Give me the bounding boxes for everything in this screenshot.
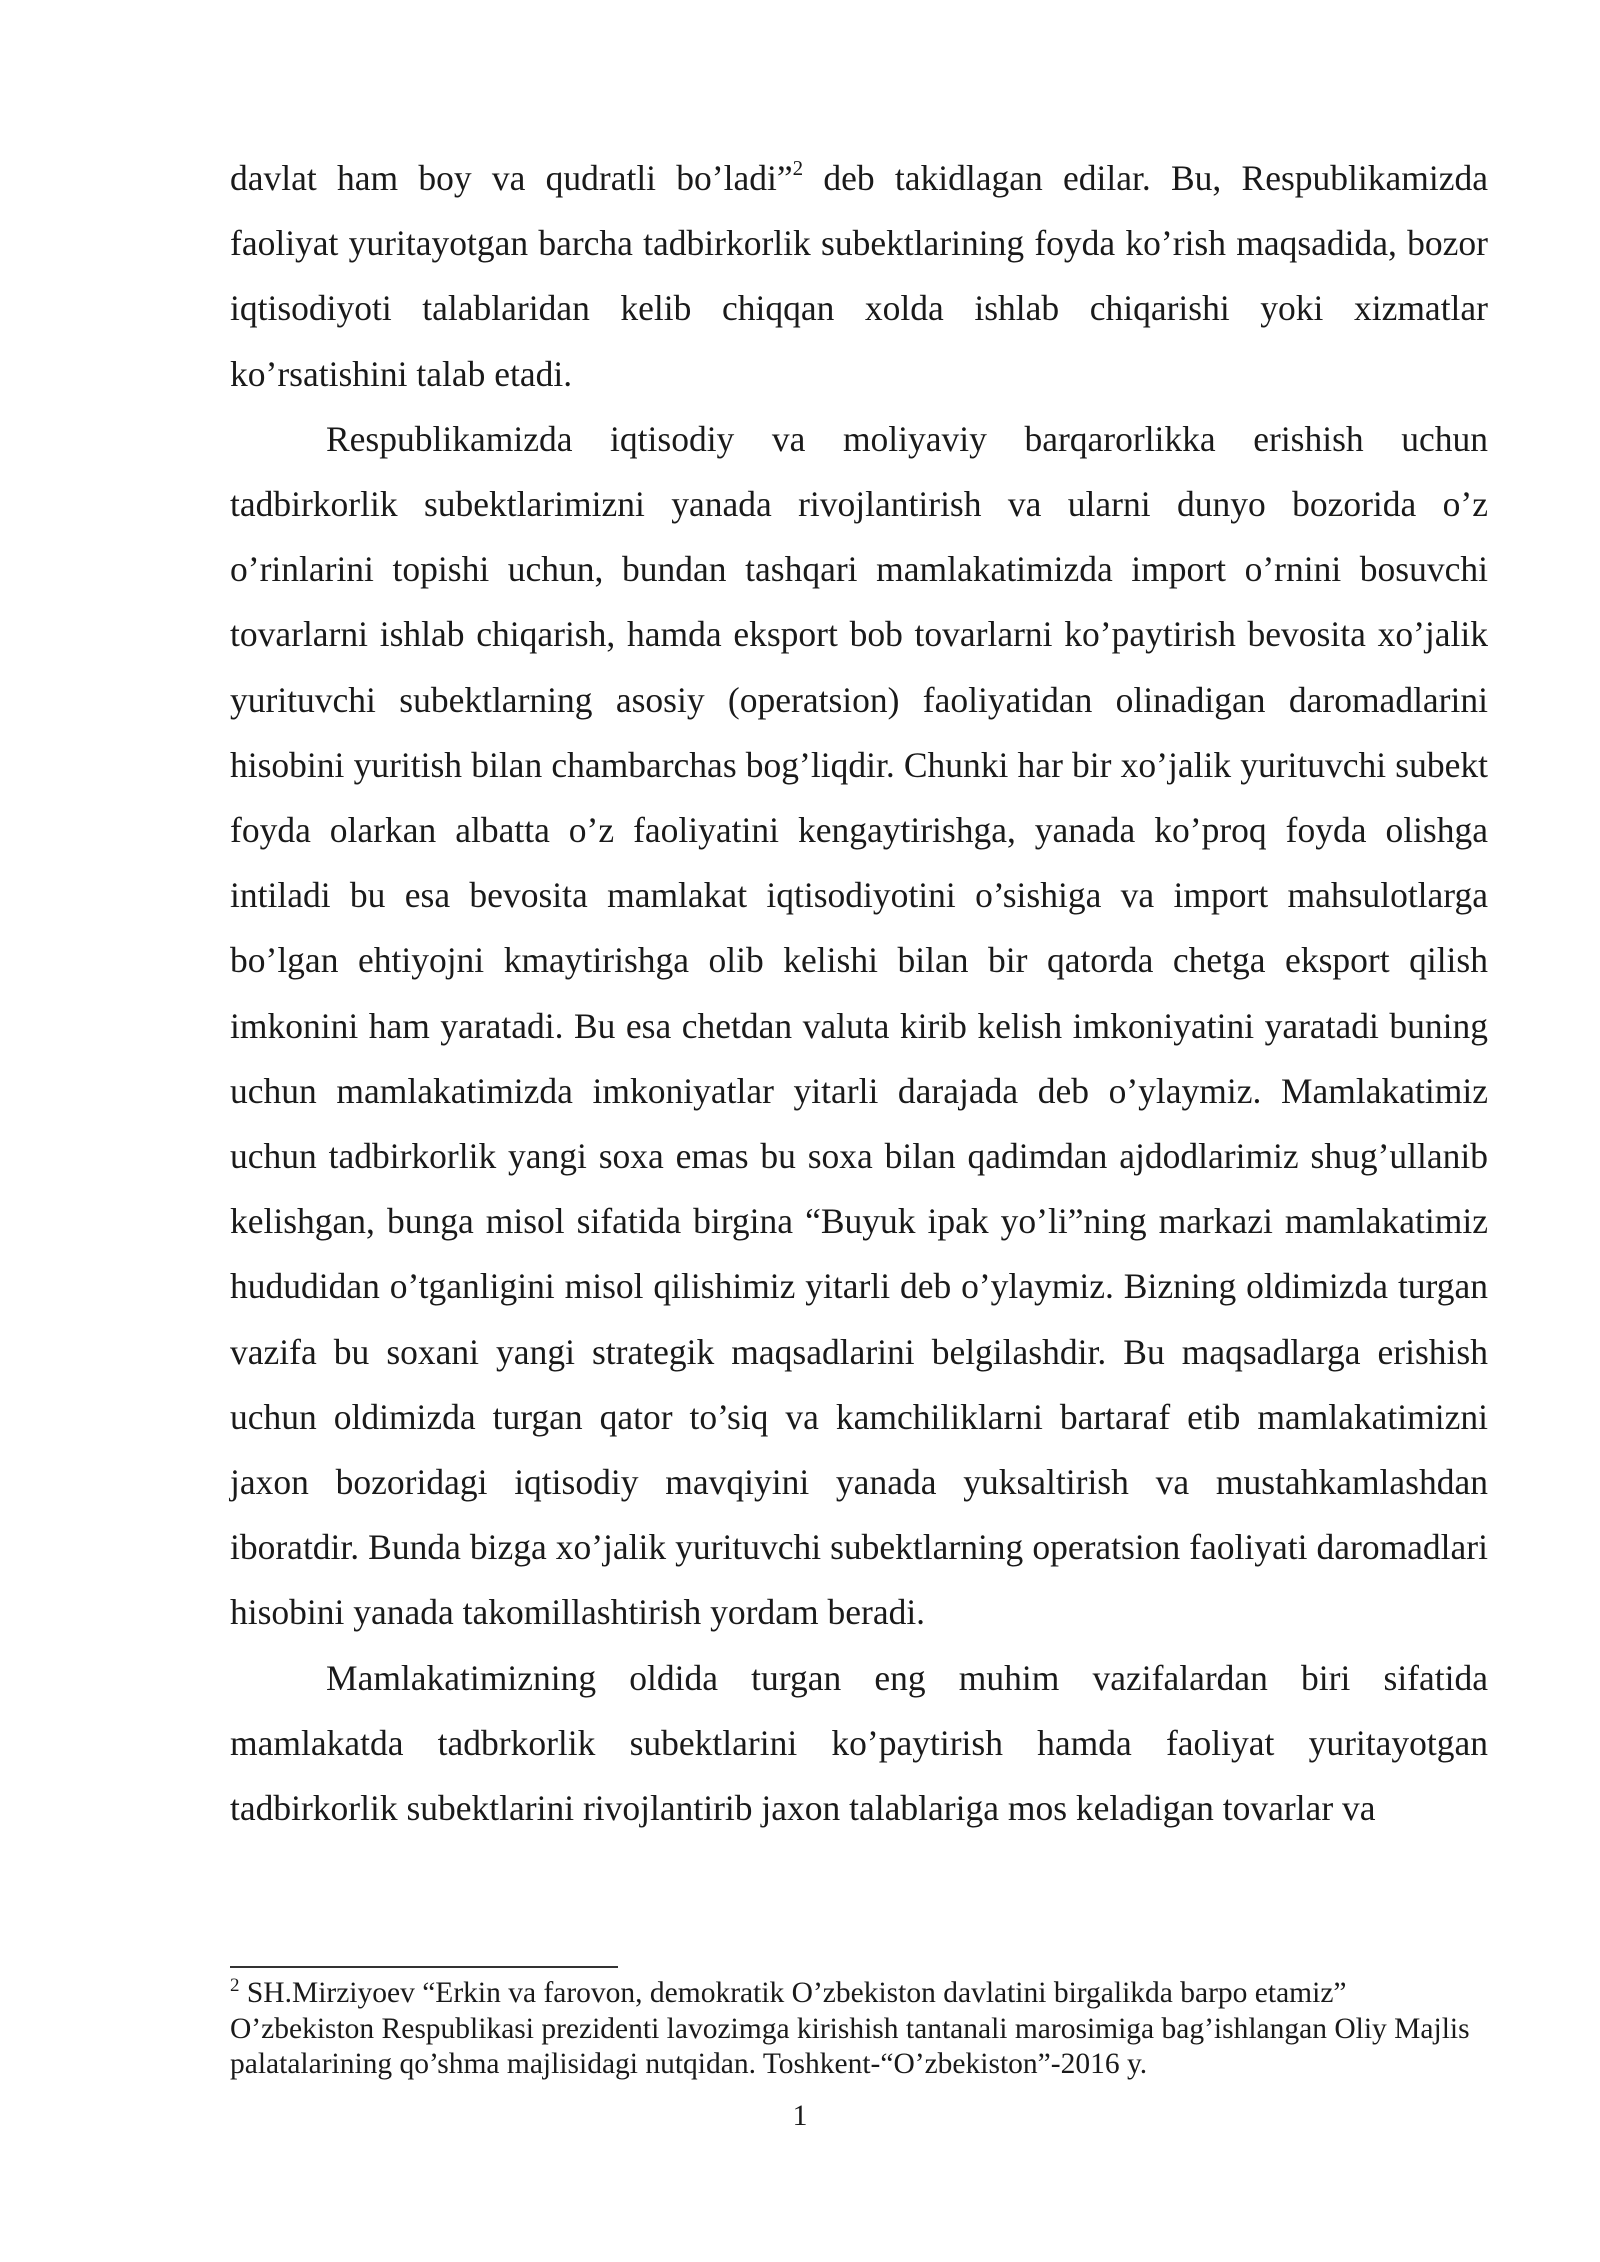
footnote-reference: 2 bbox=[792, 156, 804, 180]
paragraph-1 bbox=[230, 146, 1488, 407]
paragraph-2: Respublikamizda iqtisodiy va moliyaviy barqarorlikka erishish uchun tadbirkorlik subektlarimizni yanada rivojlantirish va ularni dunyo bozorida o’z o’rinlarini topishi uchun, bundan tashqari mamlakatimizda import o’rnini bosuvchi tovarlarni ishlab chiqarish, hamda eksport bob tovarlarni ko’paytirish bevosita xo’jalik yurituvchi subektlarning asosiy (operatsion) faoliyatidan olinadigan daromadlarini hisobini yuritish bilan chambarchas bog’liqdir. Chunki har bir xo’jalik yurituvchi subekt foyda olarkan albatta o’z faoliyatini kengaytirishga, yanada ko’proq foyda olishga intiladi bu esa bevosita mamlakat iqtisodiyotini o’sishiga va import mahsulotlarga bo’lgan ehtiyojni kmaytirishga olib kelishi bilan bir qatorda chetga eksport qilish imkonini ham yaratadi. Bu esa chetdan valuta kirib kelish imkoniyatini yaratadi buning uchun mamlakatimizda imkoniyatlar yitarli darajada deb o’ylaymiz. Mamlakatimiz uchun tadbirkorlik yangi soxa emas bu soxa bilan qadimdan ajdodlarimiz shug’ullanib kelishgan, bunga misol sifatida birgina “Buyuk ipak yo’li”ning markazi mamlakatimiz hududidan o’tganligini misol qilishimiz yitarli deb o’ylaymiz. Bizning oldimizda turgan vazifa bu soxani yangi strategik maqsadlarini belgilashdir. Bu maqsadlarga erishish uchun oldimizda turgan qator to’siq va kamchiliklarni bartaraf etib mamlakatimizni jaxon bozoridagi iqtisodiy mavqiyini yanada yuksaltirish va mustahkamlashdan iboratdir. Bunda bizga xo’jalik yurituvchi subektlarning operatsion faoliyati daromadlari hisobini yanada takomillashtirish yordam beradi. bbox=[230, 418, 1488, 1633]
footnote-number: 2 bbox=[230, 1975, 240, 1996]
paragraph-3: Mamlakatimizning oldida turgan eng muhim vazifalardan biri sifatida mamlakatda tadbrkorlik subektlarini ko’paytirish hamda faoliyat yuritayotgan tadbirkorlik subektlarini rivojlantirib jaxon talablariga mos keladigan tovarlar va bbox=[230, 1657, 1488, 1829]
footnote bbox=[230, 1976, 1488, 2083]
footnote-text: SH.Mirziyoev “Erkin va farovon, demokratik O’zbekiston davlatini birgalikda barpo etamiz” O’zbekiston Respublikasi prezidenti lavozimga kirishish tantanali marosimiga bag’ishlangan Oliy Majlis palatalarining qo’shma majlisidagi nutqidan. Toshkent-“O’zbekiston”-2016 y. bbox=[230, 1977, 1470, 2080]
paragraph-1-text-end: deb takidlagan edilar. Bu, Respublikamizda faoliyat yuritayotgan barcha tadbirkorlik subektlarining foyda ko’rish maqsadida, bozor iqtisodiyoti talablaridan kelib chiqqan xolda ishlab chiqarishi yoki xizmatlar ko’rsatishini talab etadi. bbox=[230, 158, 1488, 394]
paragraph-1-text-start: davlat ham boy va qudratli bo’ladi” bbox=[230, 158, 793, 198]
body-text bbox=[230, 146, 1488, 1841]
footnote-separator bbox=[230, 1966, 618, 1968]
page-number: 1 bbox=[792, 2099, 808, 2132]
